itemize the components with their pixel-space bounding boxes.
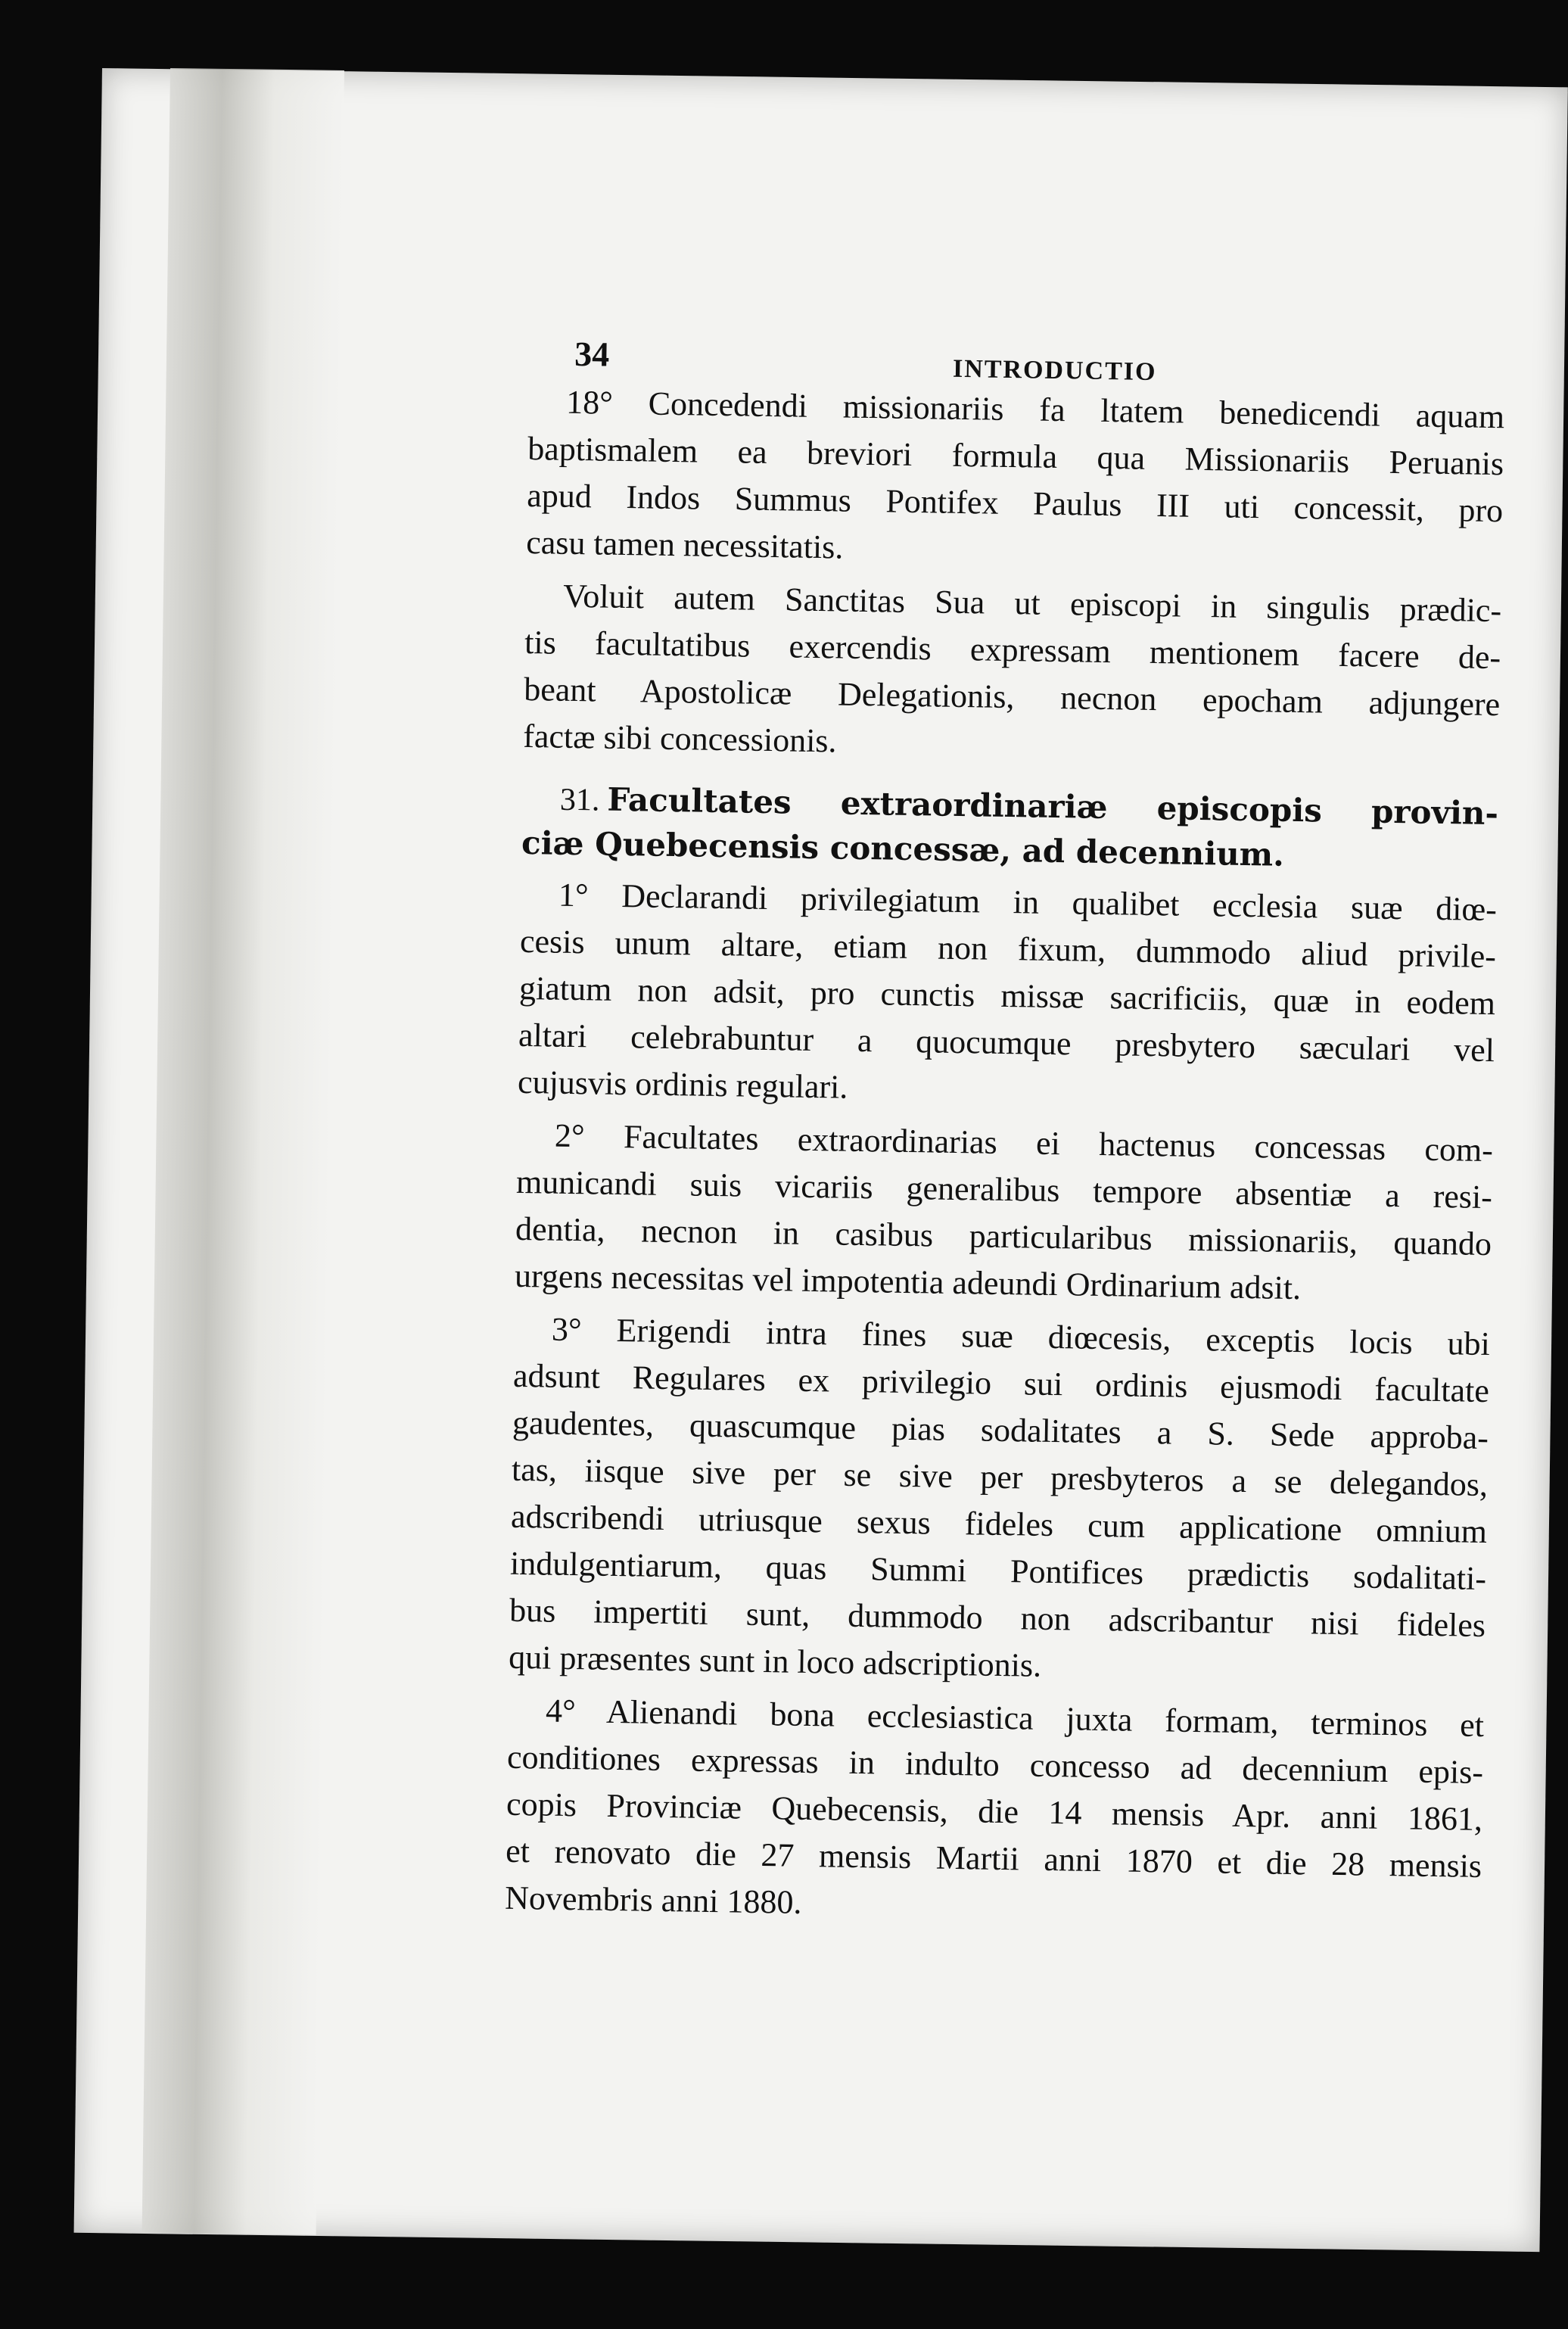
- text-line: Novembris anni 1880.: [504, 1879, 802, 1921]
- text-line: apud Indos Summus Pontifex Paulus III uti concessit, pro: [526, 476, 1504, 530]
- item-2: [515, 1112, 1494, 1315]
- section-heading: [521, 777, 1499, 880]
- text-line: urgens necessitas vel impotentia adeundi Ordinarium adsit.: [514, 1256, 1302, 1307]
- text-line: et renovato die 27 mensis Martii anni 1870 et die 28 mensis: [505, 1832, 1482, 1885]
- text-line: 18° Concedendi missionariis fa ltatem benedicendi aquam: [565, 383, 1505, 436]
- text-line: tas, iisque sive per se sive per presbyteros a se delegandos,: [511, 1450, 1489, 1504]
- item-4: [505, 1687, 1485, 1937]
- text-line: casu tamen necessitatis.: [525, 523, 844, 566]
- page-text-block: [505, 318, 1506, 1943]
- paragraph-18: [526, 378, 1505, 581]
- text-line: bus impertiti sunt, dummodo non adscribantur nisi fideles: [509, 1591, 1486, 1645]
- item-1: [518, 871, 1498, 1121]
- text-line: qui præsentes sunt in loco adscriptionis.: [508, 1638, 1042, 1684]
- paragraph-voluit: [523, 572, 1502, 775]
- section-number: 31.: [559, 782, 600, 818]
- text-line: factæ sibi concessionis.: [522, 717, 837, 760]
- text-line: municandi suis vicariis generalibus tempore absentiæ a resi-: [515, 1163, 1493, 1216]
- text-line: altari celebrabuntur a quocumque presbytero sæculari vel: [518, 1016, 1495, 1070]
- page-gutter-shadow: [142, 68, 344, 2235]
- text-line: 1° Declarandi privilegiatum in qualibet ecclesia suæ diœ-: [558, 876, 1498, 929]
- running-title: INTRODUCTIO: [952, 354, 1157, 387]
- text-line: gaudentes, quascumque pias sodalitates a S. Sede approba-: [512, 1403, 1489, 1457]
- text-line: indulgentiarum, quas Summi Pontifices prædictis sodalitati-: [509, 1544, 1487, 1598]
- text-line: adsunt Regulares ex privilegio sui ordinis ejusmodi facultate: [512, 1356, 1490, 1410]
- section-title-part: Facultates extraordinariæ episcopis provin-: [607, 780, 1499, 833]
- text-line: 4° Alienandi bona ecclesiastica juxta formam, terminos et: [545, 1692, 1485, 1745]
- text-line: 3° Erigendi intra fines suæ diœcesis, exceptis locis ubi: [551, 1310, 1491, 1363]
- section-title-part: ciæ Quebecensis concessæ, ad decennium.: [521, 824, 1285, 873]
- text-line: cujusvis ordinis regulari.: [517, 1063, 848, 1106]
- text-line: copis Provinciæ Quebecensis, die 14 mensis Apr. anni 1861,: [506, 1785, 1483, 1839]
- text-line: conditiones expressas in indulto concesso ad decennium epis-: [506, 1738, 1484, 1792]
- text-line: cesis unum altare, etiam non fixum, dummodo aliud privile-: [519, 922, 1497, 976]
- text-line: adscribendi utriusque sexus fideles cum applicatione omnium: [510, 1497, 1488, 1551]
- text-line: Voluit autem Sanctitas Sua ut episcopi in singulis prædic-: [562, 577, 1502, 630]
- text-line: baptismalem ea breviori formula qua Missionariis Peruanis: [527, 429, 1504, 483]
- page-number: 34: [574, 334, 610, 374]
- text-line: giatum non adsit, pro cunctis missæ sacrificiis, quæ in eodem: [518, 969, 1496, 1023]
- text-line: beant Apostolicæ Delegationis, necnon epocham adjungere: [523, 670, 1501, 724]
- text-line: tis facultatibus exercendis expressam mentionem facere de-: [524, 623, 1501, 677]
- item-3: [509, 1306, 1491, 1696]
- text-line: dentia, necnon in casibus particularibus missionariis, quando: [515, 1210, 1492, 1263]
- text-line: 2° Facultates extraordinarias ei hactenus concessas com-: [554, 1116, 1494, 1169]
